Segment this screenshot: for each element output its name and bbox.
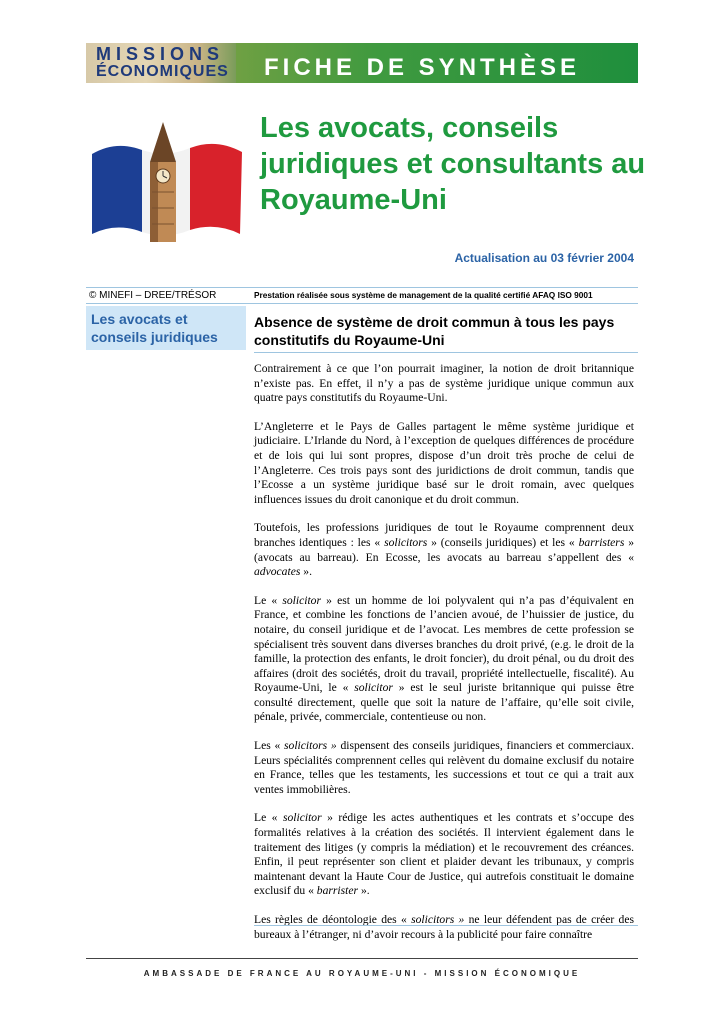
paragraph-7: Les règles de déontologie des « solicitors » ne leur défendent pas de créer des bureaux à l’étranger, ni d’avoir recours à la publicité pour faire connaître [254,913,635,941]
paragraph-1: Contrairement à ce que l’on pourrait imaginer, la notion de droit britannique n’existe pas. En effet, il n’y a pas de système juridique unique commun aux quatre pays constitutifs du Royaume-Uni. [254,362,634,405]
big-ben-flag-illustration [86,118,246,248]
brand-missions: MISSIONS [96,44,225,64]
banner-title: FICHE DE SYNTHÈSE [264,54,581,81]
footer-text: AMBASSADE DE FRANCE AU ROYAUME-UNI - MISSION ÉCONOMIQUE [143,969,581,978]
flag-red-band [190,144,242,234]
header-banner [86,43,638,83]
sidebar-title: Les avocats et conseils juridiques [91,311,218,345]
paragraph-5: Les « solicitors » dispensent des conseils juridiques, financiers et commerciaux. Leurs spécialités comprennent celles qui relèvent du domaine exclusif du notaire en France, telles que les testaments, les successions et tout ce qui a trait aux ventes immobilières. [254,739,635,796]
tower-spire [150,122,176,162]
meta-rule [86,303,638,304]
brand-economiques: ÉCONOMIQUES [96,63,229,80]
quality-statement: Prestation réalisée sous système de management de la qualité certifié AFAQ ISO 9001 [254,290,593,300]
document-title: Les avocats, conseils juridiques et consultants au Royaume-Uni [260,112,646,216]
body-end-rule [254,925,638,926]
body-text [254,362,634,956]
footer-rule [86,958,638,959]
copyright-notice: © MINEFI – DREE/TRÉSOR [89,290,217,301]
brand-block [86,43,236,83]
sidebar-box [86,306,246,350]
paragraph-6: Le « solicitor » rédige les actes authentiques et les contrats et s’occupe des formalités relatives à la création des sociétés. Il intervient également dans le traitement des litiges (y compris la médiation) et le recouvrement des créances. Enfin, il peut représenter son client et plaider devant les tribunaux, y compris maintenant devant la Haute Cour de Justice, qui autrefois constituait le domaine exclusif du « barrister ». [254,811,634,898]
top-rule [86,287,638,288]
paragraph-4: Le « solicitor » est un homme de loi polyvalent qui n’a pas d’équivalent en France, et combine les fonctions de l’ancien avoué, de l’huissier de justice, du notaire, du conseil juridique et de l’avocat. Les membres de cette profession se spécialisent très souvent dans diverses branches du droit privé, (e.g. le droit de la famille, la protection des enfants, le droit foncier), du droit pénal, ou du droit des affaires (droit des sociétés, droit du travail, propriété intellectuelle, fiscalité). Au Royaume-Uni, le « solicitor » est le seul juriste britannique qui puisse être consulté directement, quelle que soit la nature de l’affaire, qu’elle soit civile, pénale, privée, commerciale, contentieuse ou non. [254,593,634,724]
section-heading: Absence de système de droit commun à tous les pays constitutifs du Royaume-Uni [254,314,615,348]
flag-blue-band [92,146,142,234]
paragraph-3: Toutefois, les professions juridiques de tout le Royaume comprennent deux branches identiques : les « solicitors » (conseils juridiques) et les « barristers » (avocats au barreau). En Ecosse, les avocats au barreau s’appellent des « advocates ». [254,521,635,579]
paragraph-2: L’Angleterre et le Pays de Galles partagent le même système juridique et judiciaire. L’Irlande du Nord, à l’exception de quelques différences de procédure et de lois qui lui sont propres, dispose d’un droit très proche de celui de l’Angleterre. Ces trois pays sont des juridictions de droit commun, tandis que l’Ecosse a un système juridique basé sur le droit romain, avec quelques influences issues du droit canonique et du droit commun. [254,419,634,506]
update-date: Actualisation au 03 février 2004 [454,251,634,265]
heading-rule [254,352,638,353]
